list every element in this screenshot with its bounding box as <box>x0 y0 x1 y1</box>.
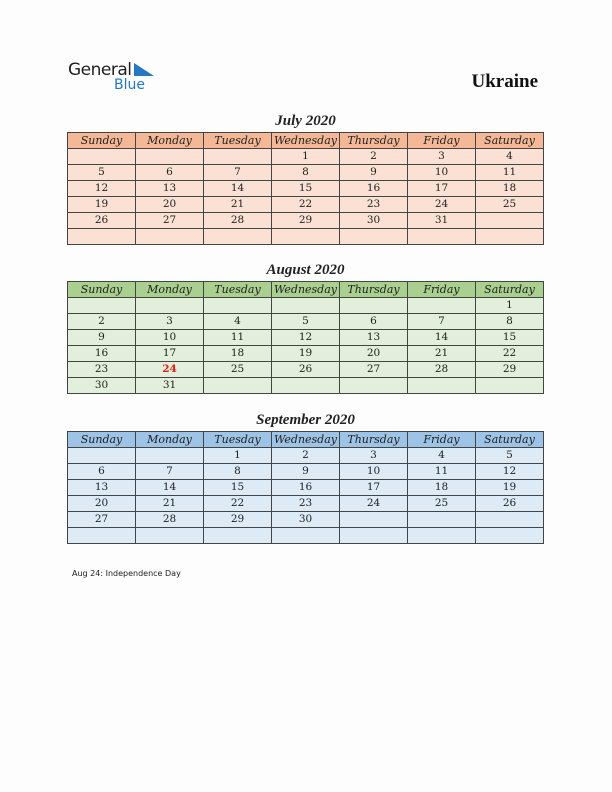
day-cell: 21 <box>408 346 476 362</box>
day-cell: 3 <box>408 149 476 165</box>
day-cell <box>136 149 204 165</box>
day-cell: 1 <box>272 149 340 165</box>
week-row <box>68 197 544 213</box>
weekday-header-row <box>68 133 544 149</box>
day-cell: 27 <box>68 512 136 528</box>
day-cell <box>408 512 476 528</box>
week-row <box>68 149 544 165</box>
day-cell: 12 <box>68 181 136 197</box>
calendar-table <box>67 431 544 544</box>
week-row <box>68 480 544 496</box>
logo-blue-text: Blue <box>114 77 145 93</box>
day-cell <box>340 528 408 544</box>
day-cell <box>68 298 136 314</box>
week-row <box>68 512 544 528</box>
day-cell: 10 <box>340 464 408 480</box>
day-cell <box>136 528 204 544</box>
day-cell: 7 <box>204 165 272 181</box>
day-cell: 10 <box>408 165 476 181</box>
day-cell: 22 <box>204 496 272 512</box>
day-cell <box>272 528 340 544</box>
day-cell: 26 <box>68 213 136 229</box>
week-row <box>68 496 544 512</box>
day-cell: 11 <box>476 165 544 181</box>
day-cell: 2 <box>340 149 408 165</box>
day-cell: 30 <box>68 378 136 394</box>
month-title: August 2020 <box>266 262 345 278</box>
weekday-header: Monday <box>136 133 204 149</box>
day-cell <box>136 298 204 314</box>
day-cell: 16 <box>68 346 136 362</box>
weekday-header: Sunday <box>68 432 136 448</box>
holiday-note: Aug 24: Independence Day <box>72 569 181 578</box>
day-cell: 11 <box>204 330 272 346</box>
day-cell: 24 <box>136 362 204 378</box>
weekday-header: Sunday <box>68 133 136 149</box>
day-cell: 7 <box>408 314 476 330</box>
day-cell <box>408 298 476 314</box>
weekday-header: Tuesday <box>204 432 272 448</box>
week-row <box>68 314 544 330</box>
day-cell: 31 <box>136 378 204 394</box>
day-cell: 7 <box>136 464 204 480</box>
generalblue-logo <box>68 60 163 98</box>
weekday-header: Wednesday <box>272 432 340 448</box>
weekday-header: Saturday <box>476 133 544 149</box>
day-cell: 18 <box>476 181 544 197</box>
day-cell: 26 <box>476 496 544 512</box>
day-cell: 25 <box>476 197 544 213</box>
day-cell <box>476 528 544 544</box>
day-cell <box>272 229 340 245</box>
day-cell: 29 <box>272 213 340 229</box>
day-cell <box>408 378 476 394</box>
day-cell: 22 <box>272 197 340 213</box>
weekday-header: Friday <box>408 282 476 298</box>
day-cell: 9 <box>68 330 136 346</box>
day-cell: 18 <box>408 480 476 496</box>
month-title: July 2020 <box>275 113 336 129</box>
day-cell <box>476 378 544 394</box>
day-cell: 27 <box>136 213 204 229</box>
day-cell <box>204 378 272 394</box>
day-cell: 23 <box>272 496 340 512</box>
month-august <box>67 261 544 394</box>
day-cell: 23 <box>340 197 408 213</box>
day-cell <box>68 229 136 245</box>
weekday-header: Tuesday <box>204 133 272 149</box>
week-row <box>68 165 544 181</box>
day-cell <box>68 448 136 464</box>
day-cell: 12 <box>476 464 544 480</box>
weekday-header: Thursday <box>340 432 408 448</box>
day-cell: 25 <box>408 496 476 512</box>
day-cell <box>476 512 544 528</box>
day-cell: 6 <box>340 314 408 330</box>
week-row <box>68 298 544 314</box>
day-cell: 25 <box>204 362 272 378</box>
day-cell: 4 <box>408 448 476 464</box>
week-row <box>68 213 544 229</box>
day-cell <box>68 528 136 544</box>
day-cell <box>272 378 340 394</box>
day-cell: 15 <box>272 181 340 197</box>
month-title: September 2020 <box>256 412 355 428</box>
day-cell: 28 <box>204 213 272 229</box>
day-cell: 16 <box>272 480 340 496</box>
day-cell: 2 <box>272 448 340 464</box>
day-cell <box>340 229 408 245</box>
day-cell: 20 <box>340 346 408 362</box>
day-cell: 31 <box>408 213 476 229</box>
day-cell <box>476 229 544 245</box>
weekday-header: Saturday <box>476 432 544 448</box>
day-cell: 26 <box>272 362 340 378</box>
day-cell: 12 <box>272 330 340 346</box>
day-cell: 14 <box>136 480 204 496</box>
weekday-header: Saturday <box>476 282 544 298</box>
day-cell: 13 <box>136 181 204 197</box>
weekday-header: Wednesday <box>272 133 340 149</box>
day-cell: 6 <box>68 464 136 480</box>
day-cell: 23 <box>68 362 136 378</box>
week-row <box>68 378 544 394</box>
week-row <box>68 330 544 346</box>
day-cell: 20 <box>136 197 204 213</box>
week-row <box>68 362 544 378</box>
day-cell: 19 <box>272 346 340 362</box>
day-cell <box>340 378 408 394</box>
week-row <box>68 448 544 464</box>
weekday-header: Friday <box>408 432 476 448</box>
day-cell: 29 <box>204 512 272 528</box>
day-cell: 30 <box>340 213 408 229</box>
day-cell: 4 <box>204 314 272 330</box>
month-september <box>67 411 544 544</box>
day-cell: 17 <box>408 181 476 197</box>
day-cell: 24 <box>408 197 476 213</box>
day-cell: 17 <box>136 346 204 362</box>
day-cell: 30 <box>272 512 340 528</box>
day-cell <box>340 512 408 528</box>
weekday-header: Monday <box>136 282 204 298</box>
day-cell: 13 <box>68 480 136 496</box>
day-cell <box>136 448 204 464</box>
day-cell: 13 <box>340 330 408 346</box>
day-cell: 15 <box>204 480 272 496</box>
week-row <box>68 464 544 480</box>
weekday-header-row <box>68 282 544 298</box>
day-cell: 21 <box>136 496 204 512</box>
week-row <box>68 229 544 245</box>
day-cell: 20 <box>68 496 136 512</box>
weekday-header: Thursday <box>340 133 408 149</box>
weekday-header: Thursday <box>340 282 408 298</box>
day-cell: 6 <box>136 165 204 181</box>
day-cell <box>408 229 476 245</box>
weekday-header: Friday <box>408 133 476 149</box>
weekday-header: Monday <box>136 432 204 448</box>
logo-triangle-icon <box>134 63 154 77</box>
week-row <box>68 346 544 362</box>
day-cell <box>476 213 544 229</box>
day-cell: 8 <box>272 165 340 181</box>
weekday-header-row <box>68 432 544 448</box>
day-cell: 1 <box>476 298 544 314</box>
calendar-table <box>67 132 544 245</box>
day-cell: 10 <box>136 330 204 346</box>
day-cell: 22 <box>476 346 544 362</box>
day-cell: 3 <box>136 314 204 330</box>
day-cell <box>68 149 136 165</box>
day-cell: 16 <box>340 181 408 197</box>
week-row <box>68 528 544 544</box>
day-cell: 1 <box>204 448 272 464</box>
day-cell <box>408 528 476 544</box>
day-cell: 28 <box>136 512 204 528</box>
day-cell: 8 <box>204 464 272 480</box>
day-cell: 9 <box>340 165 408 181</box>
day-cell: 18 <box>204 346 272 362</box>
day-cell: 5 <box>272 314 340 330</box>
month-july <box>67 112 544 245</box>
weekday-header: Sunday <box>68 282 136 298</box>
weekday-header: Wednesday <box>272 282 340 298</box>
logo-general-text: General <box>68 60 132 80</box>
day-cell: 4 <box>476 149 544 165</box>
day-cell: 2 <box>68 314 136 330</box>
day-cell: 19 <box>68 197 136 213</box>
day-cell: 5 <box>68 165 136 181</box>
day-cell: 24 <box>340 496 408 512</box>
country-title: Ukraine <box>471 71 538 92</box>
week-row <box>68 181 544 197</box>
day-cell: 14 <box>408 330 476 346</box>
day-cell <box>272 298 340 314</box>
day-cell: 15 <box>476 330 544 346</box>
day-cell: 11 <box>408 464 476 480</box>
day-cell: 8 <box>476 314 544 330</box>
day-cell <box>204 229 272 245</box>
day-cell: 14 <box>204 181 272 197</box>
day-cell <box>204 298 272 314</box>
day-cell: 9 <box>272 464 340 480</box>
day-cell: 28 <box>408 362 476 378</box>
day-cell: 17 <box>340 480 408 496</box>
day-cell <box>204 528 272 544</box>
day-cell: 29 <box>476 362 544 378</box>
day-cell <box>340 298 408 314</box>
day-cell: 3 <box>340 448 408 464</box>
day-cell: 27 <box>340 362 408 378</box>
calendar-table <box>67 281 544 394</box>
weekday-header: Tuesday <box>204 282 272 298</box>
day-cell: 21 <box>204 197 272 213</box>
day-cell <box>136 229 204 245</box>
day-cell: 19 <box>476 480 544 496</box>
day-cell: 5 <box>476 448 544 464</box>
day-cell <box>204 149 272 165</box>
